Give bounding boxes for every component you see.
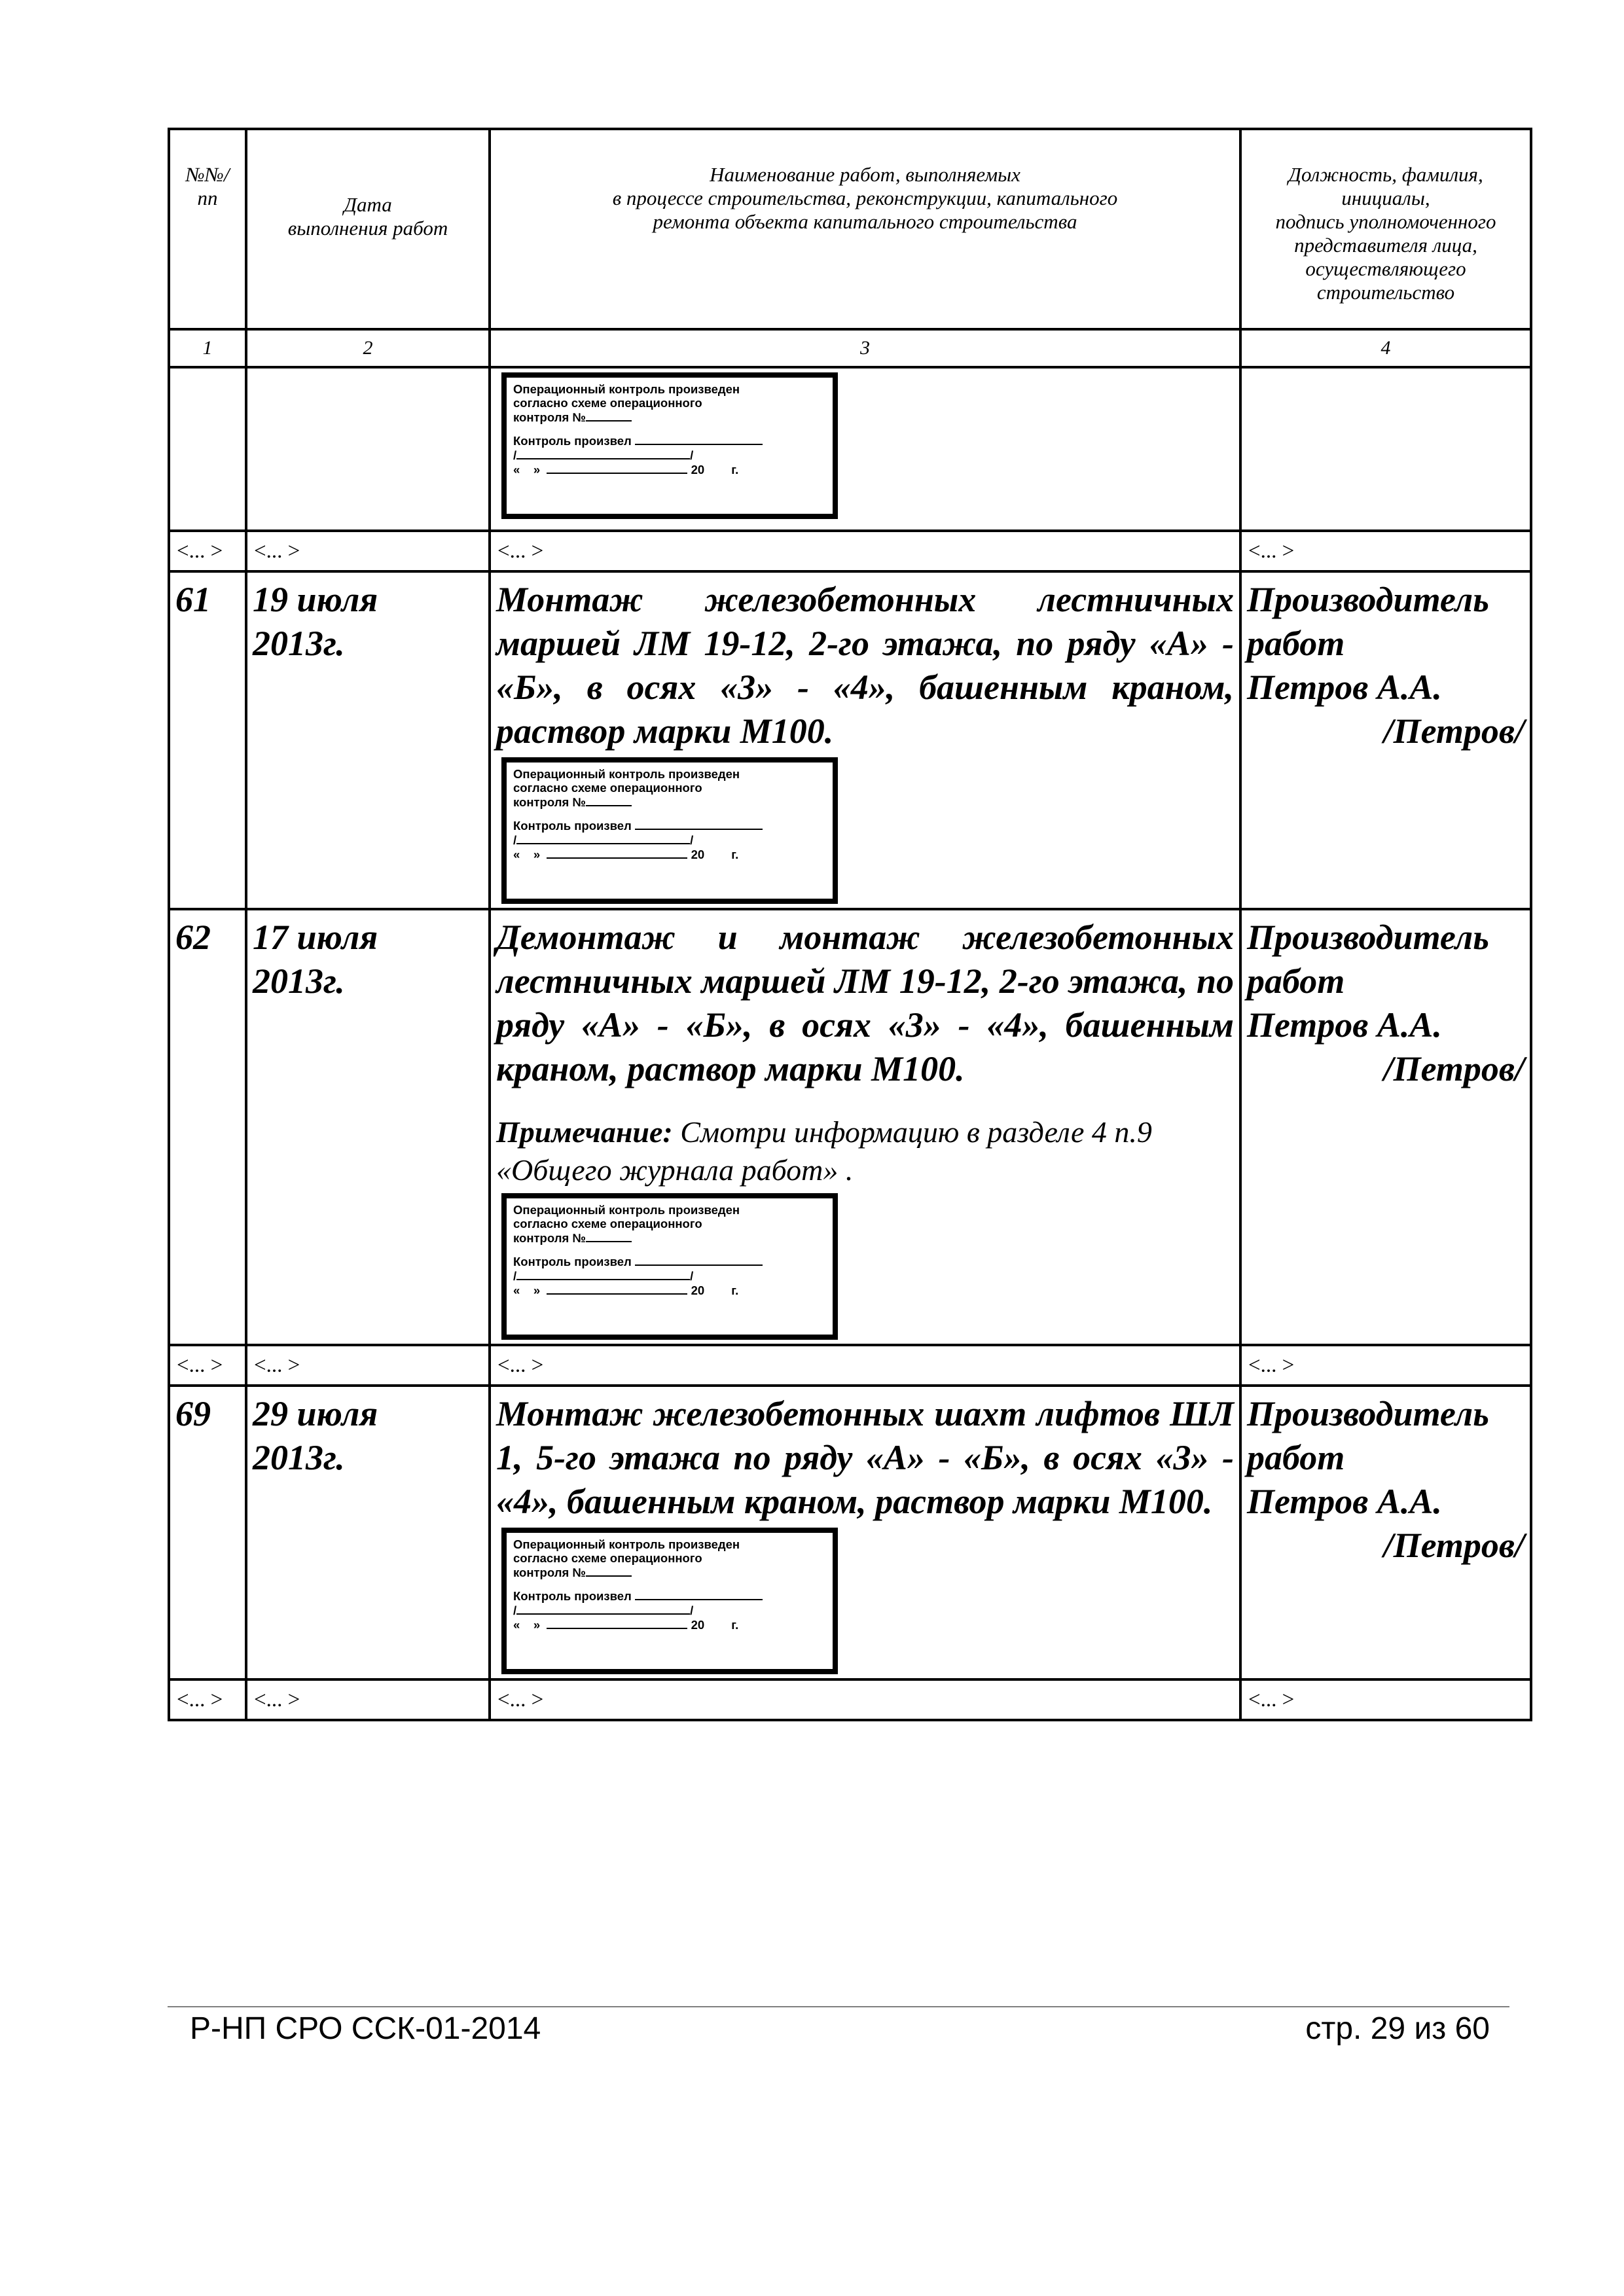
stamp-line <box>513 795 826 809</box>
header-work-line: в процессе строительства, реконструкции, капитального <box>612 187 1118 209</box>
header-responsible-line: Должность, фамилия, <box>1288 163 1483 186</box>
stamp-line <box>513 1230 826 1245</box>
ellipsis-cell: <... > <box>246 1679 490 1720</box>
entry-number: 69 <box>169 1386 246 1679</box>
stamp-line <box>513 1254 826 1268</box>
ellipsis-cell: <... > <box>169 1679 246 1720</box>
note-text: Смотри информацию в разделе 4 п.9 «Общего журнала работ» . <box>496 1115 1152 1187</box>
stamp-text: 20 <box>691 463 705 476</box>
stamp-text: « <box>513 848 520 861</box>
entry-note <box>496 1113 1234 1189</box>
stamp-text: г. <box>731 1618 739 1632</box>
operational-control-stamp <box>501 372 838 519</box>
header-number-line: №№/ <box>185 163 230 186</box>
stamp-text: / <box>513 1604 517 1617</box>
ellipsis-row <box>169 1345 1531 1386</box>
ellipsis-cell: <... > <box>490 1345 1240 1386</box>
header-responsible-line: подпись уполномоченного <box>1275 210 1496 233</box>
stamp-line: согласно схеме операционного <box>513 1217 702 1230</box>
page-number: стр. 29 из 60 <box>1305 2011 1490 2046</box>
stamp-text: « <box>513 463 520 476</box>
journal-entry-row <box>169 909 1531 1345</box>
stamp-cell <box>490 367 1240 531</box>
column-numbers-row <box>169 329 1531 367</box>
stamp-line: Операционный контроль произведен <box>513 1203 740 1217</box>
header-responsible-line: представителя лица, <box>1294 234 1477 257</box>
performer-line: Петров А.А. <box>1247 1482 1442 1521</box>
journal-entry-row <box>169 571 1531 909</box>
stamp-text: Контроль произвел <box>513 434 632 448</box>
entry-number: 62 <box>169 909 246 1345</box>
header-number <box>169 129 246 329</box>
entry-date-line: 17 июля <box>253 918 378 957</box>
stamp-text: / <box>690 448 694 462</box>
stamp-text: 20 <box>691 1283 705 1297</box>
ellipsis-cell: <... > <box>490 1679 1240 1720</box>
stamp-text: / <box>690 1269 694 1283</box>
stamp-line: согласно схеме операционного <box>513 396 702 410</box>
stamp-text: г. <box>731 1283 739 1297</box>
entry-performer <box>1240 571 1531 909</box>
stamp-line <box>513 833 826 847</box>
stamp-text: » <box>533 848 541 861</box>
table-header-row <box>169 129 1531 329</box>
stamp-text: / <box>690 833 694 847</box>
entry-performer <box>1240 909 1531 1345</box>
stamp-text: контроля № <box>513 1231 586 1245</box>
ellipsis-cell: <... > <box>1240 1345 1531 1386</box>
entry-date <box>246 1386 490 1679</box>
operational-control-stamp <box>501 1528 838 1674</box>
header-work-line: Наименование работ, выполняемых <box>710 163 1020 186</box>
header-number-line: пп <box>197 187 218 209</box>
header-responsible-line: строительство <box>1316 281 1455 304</box>
stamp-text: » <box>533 1618 541 1632</box>
journal-entry-row <box>169 1386 1531 1679</box>
performer-line: Производитель <box>1247 580 1489 619</box>
ellipsis-cell: <... > <box>246 531 490 571</box>
ellipsis-cell: <... > <box>1240 531 1531 571</box>
stamp-text: контроля № <box>513 795 586 809</box>
stamp-line <box>513 818 826 833</box>
stamp-text: » <box>533 463 541 476</box>
performer-signature: /Петров/ <box>1383 711 1525 751</box>
stamp-text: « <box>513 1283 520 1297</box>
column-number: 2 <box>246 329 490 367</box>
performer-line: работ <box>1247 1438 1345 1477</box>
stamp-line <box>513 1617 826 1632</box>
stamp-line <box>513 1588 826 1603</box>
performer-line: Петров А.А. <box>1247 1005 1442 1045</box>
operational-control-stamp <box>501 757 838 904</box>
entry-date-line: 2013г. <box>253 1438 345 1477</box>
entry-work <box>490 571 1240 909</box>
footer-divider <box>168 2006 1509 2007</box>
stamp-line: Операционный контроль произведен <box>513 767 740 781</box>
note-label: Примечание: <box>496 1115 673 1149</box>
work-journal-table <box>168 128 1532 1721</box>
stamp-text: Контроль произвел <box>513 1255 632 1268</box>
stamp-line <box>513 462 826 476</box>
performer-signature: /Петров/ <box>1383 1526 1525 1565</box>
column-number: 3 <box>490 329 1240 367</box>
entry-work-text: Монтаж железобетонных шахт лифтов ШЛ 1, 5-го этажа по ряду «А» - «Б», в осях «3» - «4», башенным краном, раствор марки М100. <box>496 1394 1234 1521</box>
stamp-line <box>513 847 826 861</box>
ellipsis-row <box>169 1679 1531 1720</box>
empty-cell <box>1240 367 1531 531</box>
document-code: Р-НП СРО ССК-01-2014 <box>190 2011 541 2046</box>
stamp-text: / <box>513 448 517 462</box>
stamp-line: Операционный контроль произведен <box>513 1537 740 1551</box>
header-date-line: Дата <box>344 193 392 216</box>
empty-cell <box>246 367 490 531</box>
header-work-name <box>490 129 1240 329</box>
entry-date <box>246 571 490 909</box>
stamp-text: Контроль произвел <box>513 1589 632 1603</box>
stamp-text: » <box>533 1283 541 1297</box>
performer-line: Производитель <box>1247 1394 1489 1433</box>
ellipsis-row <box>169 531 1531 571</box>
stamp-text: г. <box>731 848 739 861</box>
header-responsible-line: инициалы, <box>1341 187 1430 209</box>
column-number: 4 <box>1240 329 1531 367</box>
stamp-row <box>169 367 1531 531</box>
ellipsis-cell: <... > <box>246 1345 490 1386</box>
header-responsible-line: осуществляющего <box>1305 257 1466 280</box>
ellipsis-cell: <... > <box>169 1345 246 1386</box>
stamp-line <box>513 1283 826 1297</box>
stamp-text: г. <box>731 463 739 476</box>
stamp-text: 20 <box>691 1618 705 1632</box>
entry-work <box>490 909 1240 1345</box>
stamp-text: Контроль произвел <box>513 819 632 833</box>
operational-control-stamp <box>501 1193 838 1340</box>
performer-line: работ <box>1247 961 1345 1001</box>
stamp-text: « <box>513 1618 520 1632</box>
empty-cell <box>169 367 246 531</box>
stamp-line <box>513 410 826 424</box>
entry-work <box>490 1386 1240 1679</box>
stamp-line <box>513 433 826 448</box>
entry-number: 61 <box>169 571 246 909</box>
stamp-text: / <box>513 833 517 847</box>
header-work-line: ремонта объекта капитального строительства <box>653 210 1077 233</box>
performer-line: Производитель <box>1247 918 1489 957</box>
stamp-text: контроля № <box>513 410 586 424</box>
ellipsis-cell: <... > <box>169 531 246 571</box>
entry-work-text: Демонтаж и монтаж железобетонных лестничных маршей ЛМ 19-12, 2-го этажа, по ряду «А» - «Б», в осях «3» - «4», башенным краном, раствор марки М100. <box>496 918 1234 1088</box>
stamp-line: согласно схеме операционного <box>513 781 702 795</box>
entry-work-text: Монтаж железобетонных лестничных маршей ЛМ 19-12, 2-го этажа, по ряду «А» - «Б», в осях «3» - «4», башенным краном, раствор марки М100. <box>496 580 1234 751</box>
stamp-line <box>513 1603 826 1617</box>
performer-line: Петров А.А. <box>1247 668 1442 707</box>
header-responsible <box>1240 129 1531 329</box>
ellipsis-cell: <... > <box>1240 1679 1531 1720</box>
stamp-text: / <box>513 1269 517 1283</box>
entry-date-line: 2013г. <box>253 624 345 663</box>
performer-signature: /Петров/ <box>1383 1049 1525 1088</box>
stamp-line <box>513 448 826 462</box>
header-date-line: выполнения работ <box>287 217 448 240</box>
ellipsis-cell: <... > <box>490 531 1240 571</box>
stamp-line <box>513 1565 826 1579</box>
stamp-line <box>513 1268 826 1283</box>
stamp-text: контроля № <box>513 1566 586 1579</box>
stamp-text: 20 <box>691 848 705 861</box>
header-date <box>246 129 490 329</box>
stamp-line: согласно схеме операционного <box>513 1551 702 1565</box>
entry-date-line: 29 июля <box>253 1394 378 1433</box>
entry-performer <box>1240 1386 1531 1679</box>
entry-date <box>246 909 490 1345</box>
stamp-text: / <box>690 1604 694 1617</box>
column-number: 1 <box>169 329 246 367</box>
entry-date-line: 19 июля <box>253 580 378 619</box>
entry-date-line: 2013г. <box>253 961 345 1001</box>
stamp-line: Операционный контроль произведен <box>513 382 740 396</box>
performer-line: работ <box>1247 624 1345 663</box>
